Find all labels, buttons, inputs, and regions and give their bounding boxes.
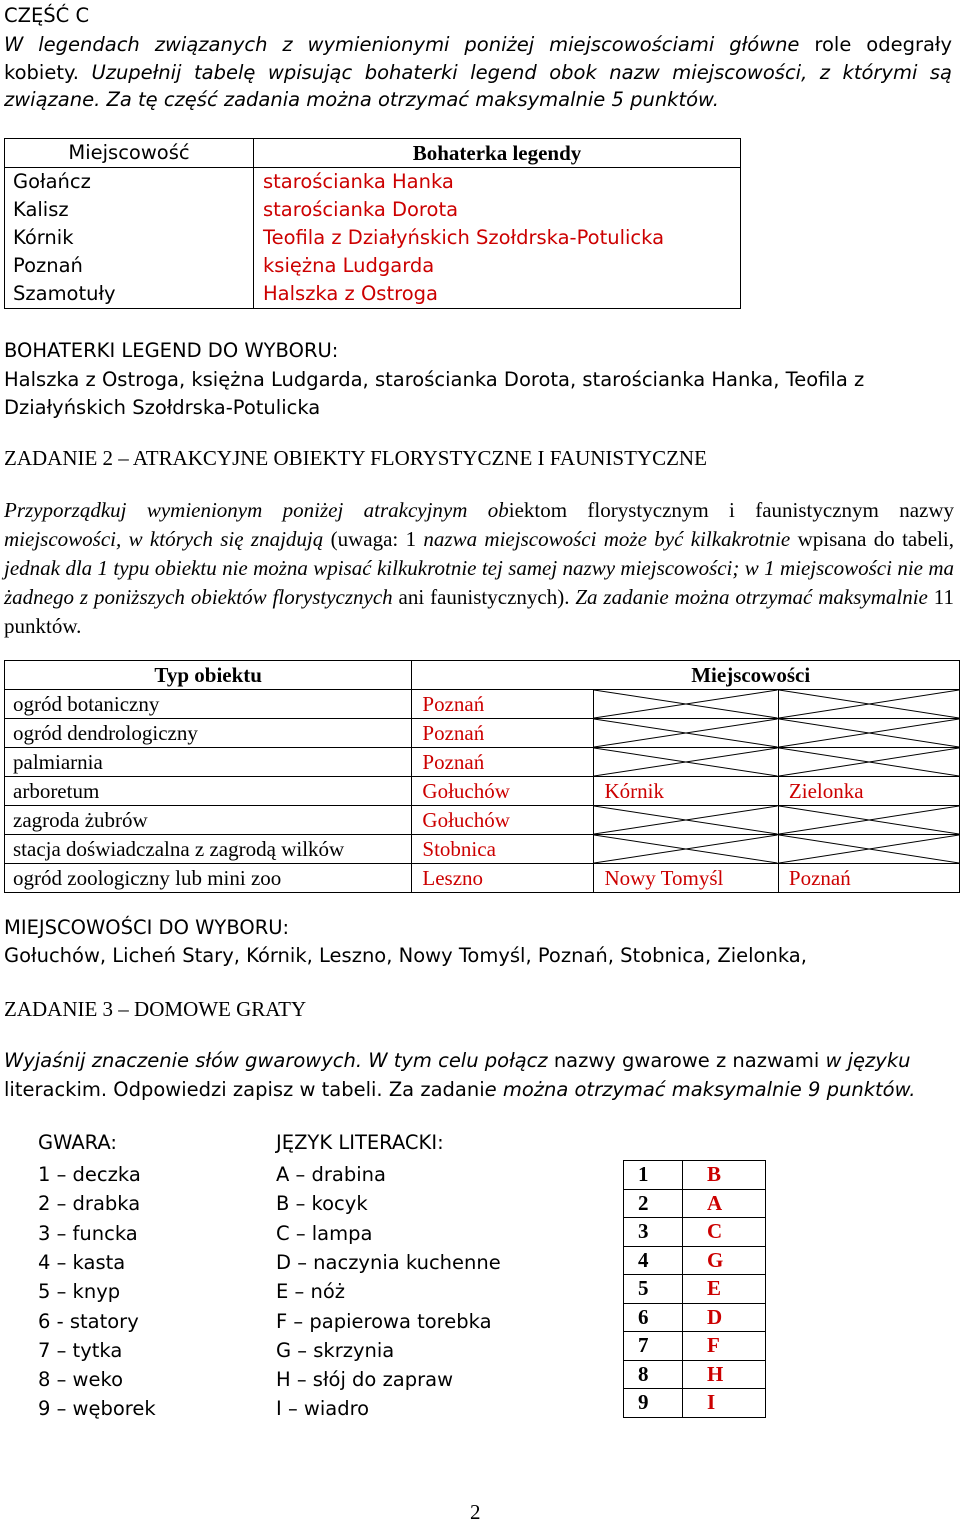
objects-table [4, 660, 960, 893]
instr-part: nazwy gwarowe z nazwami [553, 1049, 826, 1072]
task2-instructions [4, 496, 954, 641]
answer-letter: A [683, 1189, 766, 1218]
instr-part: nazwa miejscowości może być kilkakrotnie [423, 527, 798, 551]
heroine-table-header-heroine: Bohaterka legendy [254, 139, 741, 168]
heroine-cell: Teofila z Działyńskich Szołdrska-Potulicka [254, 224, 741, 252]
heroine-cell: starościanka Dorota [254, 196, 741, 224]
objects-header-places: Miejscowości [412, 661, 960, 690]
objects-row [5, 690, 960, 719]
heroine-cell: Halszka z Ostroga [254, 280, 741, 309]
objects-header-type: Typ obiektu [5, 661, 412, 690]
answer-row [624, 1189, 766, 1218]
intro-italic-2: Uzupełnij tabelę wpisując bohaterki legend obok nazw miejscowości, z którymi są związane. Za tę część zadania można otrzymać maksymalnie 5 punktów. [4, 60, 952, 111]
instr-part: (uwaga: 1 [323, 527, 424, 551]
literary-word: A – drabina [276, 1163, 386, 1186]
instr-part: literackim. Odpowiedzi zapisz w tabeli. Za zadani [4, 1077, 485, 1101]
object-place-cell: Poznań [778, 864, 959, 893]
places-choices-text: Gołuchów, Licheń Stary, Kórnik, Leszno, Nowy Tomyśl, Poznań, Stobnica, Zielonka, [4, 944, 807, 967]
crossed-out-cell [778, 748, 959, 777]
part-c-intro [4, 31, 952, 114]
heroine-cell: księżna Ludgarda [254, 252, 741, 280]
dialect-word: 5 – knyp [38, 1280, 121, 1304]
object-place-cell: Poznań [412, 748, 594, 777]
answer-letter: I [683, 1389, 766, 1418]
task3-heading: ZADANIE 3 – DOMOWE GRATY [4, 997, 307, 1021]
answer-row [624, 1303, 766, 1332]
instr-part: jednak dla 1 typu obiektu nie można wpisać kilkukrotnie tej samej nazwy miejscowości; w 1 miejscowości nie ma żadnego z poniższych obiektów florystycznych [4, 556, 954, 609]
answer-number: 7 [624, 1332, 683, 1361]
objects-row [5, 719, 960, 748]
answer-row [624, 1389, 766, 1418]
literary-word: B – kocyk [276, 1192, 368, 1216]
answer-letter: E [683, 1275, 766, 1304]
answer-letter: C [683, 1218, 766, 1247]
answer-letter: F [683, 1332, 766, 1361]
intro-normal-1: role odegrały kobiety. [4, 33, 952, 84]
object-type-cell: ogród botaniczny [5, 690, 412, 719]
answer-letter: B [683, 1161, 766, 1190]
dialect-word: 3 – funcka [38, 1221, 138, 1245]
answer-row [624, 1332, 766, 1361]
objects-row [5, 777, 960, 806]
object-type-cell: ogród zoologiczny lub mini zoo [5, 864, 412, 893]
heroine-choices-text: Halszka z Ostroga, księżna Ludgarda, starościanka Dorota, starościanka Hanka, Teofila z Działyńskich Szołdrska-Potulicka [4, 368, 865, 419]
answer-number: 1 [624, 1161, 683, 1190]
answer-row [624, 1246, 766, 1275]
task3-instructions [4, 1047, 956, 1104]
answer-row [624, 1161, 766, 1190]
part-c-heading: CZĘŚĆ C [4, 4, 90, 27]
objects-row [5, 748, 960, 777]
instr-part: miejscowości, w których się znajdują [4, 527, 324, 551]
object-place-cell: Nowy Tomyśl [594, 864, 778, 893]
literary-word: C – lampa [276, 1221, 373, 1245]
crossed-out-cell [594, 748, 778, 777]
page-number: 2 [470, 1500, 481, 1524]
answer-number: 8 [624, 1360, 683, 1389]
object-type-cell: palmiarnia [5, 748, 412, 777]
dialect-word: 9 – węborek [38, 1397, 156, 1421]
instr-part: Wyjaśnij znaczenie słów gwarowych. W tym celu połącz [4, 1049, 554, 1072]
answer-row [624, 1360, 766, 1389]
place-cell: Poznań [5, 252, 254, 280]
place-cell: Gołańcz [5, 168, 254, 197]
dialect-word: 2 – drabka [38, 1192, 141, 1216]
answer-number: 2 [624, 1189, 683, 1218]
answer-number: 3 [624, 1218, 683, 1247]
crossed-out-cell [594, 806, 778, 835]
object-place-cell: Stobnica [412, 835, 594, 864]
crossed-out-cell [778, 690, 959, 719]
literary-word: D – naczynia kuchenne [276, 1250, 501, 1274]
object-place-cell: Leszno [412, 864, 594, 893]
heroine-cell: starościanka Hanka [254, 168, 741, 197]
answer-number: 5 [624, 1275, 683, 1304]
object-place-cell: Poznań [412, 690, 594, 719]
object-place-cell: Kórnik [594, 777, 778, 806]
crossed-out-cell [594, 835, 778, 864]
object-place-cell: Gołuchów [412, 777, 594, 806]
instr-part: iektom florystycznym i faunistycznym nazwy [508, 498, 955, 522]
crossed-out-cell [778, 806, 959, 835]
objects-row [5, 806, 960, 835]
object-type-cell: zagroda żubrów [5, 806, 412, 835]
heroine-choices-label: BOHATERKI LEGEND DO WYBORU: [4, 339, 339, 362]
literary-word: G – skrzynia [276, 1338, 395, 1362]
dialect-word: 1 – deczka [38, 1163, 141, 1186]
heroine-table-header-place: Miejscowość [5, 139, 254, 168]
object-place-cell: Gołuchów [412, 806, 594, 835]
crossed-out-cell [778, 719, 959, 748]
objects-row [5, 835, 960, 864]
literary-word: H – słój do zapraw [276, 1368, 454, 1392]
answer-number: 4 [624, 1246, 683, 1275]
answer-number: 6 [624, 1303, 683, 1332]
literary-word: F – papierowa torebka [276, 1309, 492, 1333]
dialect-word: 6 - statory [38, 1309, 139, 1333]
dialect-word: 4 – kasta [38, 1250, 126, 1274]
place-cell: Kalisz [5, 196, 254, 224]
instr-part: Za zadanie można otrzymać maksymalnie [575, 585, 934, 609]
answer-row [624, 1218, 766, 1247]
objects-row [5, 864, 960, 893]
intro-italic-1: W legendach związanych z wymienionymi poniżej miejscowościami główne [4, 33, 815, 56]
answer-letter: H [683, 1360, 766, 1389]
dialect-word: 7 – tytka [38, 1338, 123, 1362]
instr-part: e można otrzymać maksymalnie 9 punktów. [484, 1077, 916, 1101]
object-type-cell: stacja doświadczalna z zagrodą wilków [5, 835, 412, 864]
instr-part: ani faunistycznych). [392, 585, 576, 609]
object-place-cell: Poznań [412, 719, 594, 748]
answer-letter: D [683, 1303, 766, 1332]
heroine-table [4, 138, 741, 309]
object-type-cell: ogród dendrologiczny [5, 719, 412, 748]
place-cell: Szamotuły [5, 280, 254, 309]
literary-header: JĘZYK LITERACKI: [276, 1131, 444, 1154]
instr-part: w języku [825, 1049, 911, 1072]
crossed-out-cell [594, 690, 778, 719]
answer-row [624, 1275, 766, 1304]
object-place-cell: Zielonka [778, 777, 959, 806]
instr-part: wpisana do tabeli, [797, 527, 954, 551]
answer-table [623, 1160, 766, 1418]
places-choices-label: MIEJSCOWOŚCI DO WYBORU: [4, 916, 290, 939]
crossed-out-cell [594, 719, 778, 748]
crossed-out-cell [778, 835, 959, 864]
answer-number: 9 [624, 1389, 683, 1418]
answer-letter: G [683, 1246, 766, 1275]
dialect-word: 8 – weko [38, 1368, 124, 1392]
literary-word: E – nóż [276, 1280, 345, 1304]
instr-part: 11 punktów. [4, 585, 954, 638]
instr-part: Przyporządkuj wymienionym poniżej atrakcyjnym ob [4, 498, 509, 522]
task2-heading: ZADANIE 2 – ATRAKCYJNE OBIEKTY FLORYSTYCZNE I FAUNISTYCZNE [4, 446, 707, 470]
place-cell: Kórnik [5, 224, 254, 252]
dialect-header: GWARA: [38, 1131, 117, 1154]
object-type-cell: arboretum [5, 777, 412, 806]
literary-word: I – wiadro [276, 1397, 370, 1421]
